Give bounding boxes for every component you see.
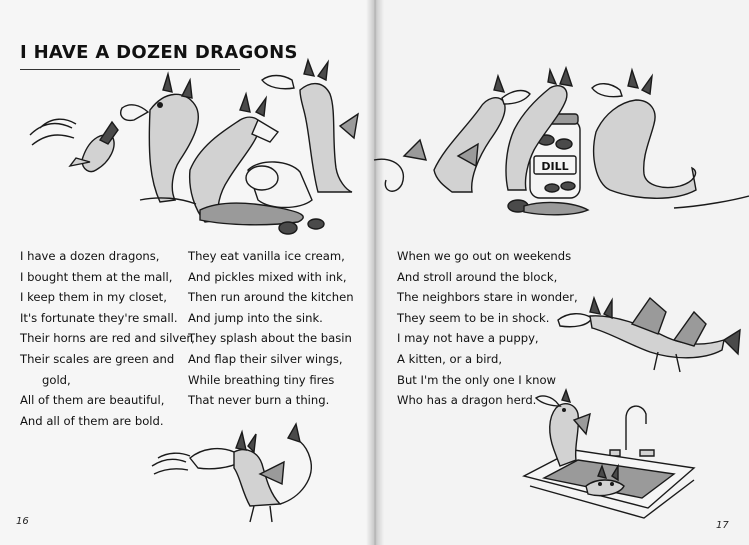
stanza-three-line-5: I may not have a puppy, <box>397 331 539 346</box>
stanza-two-line-3: Then run around the kitchen <box>188 290 354 305</box>
stanza-one-line-5: Their horns are red and silver, <box>20 331 195 346</box>
page-number-left: 16 <box>16 516 29 527</box>
stanza-one-line-2: I bought them at the mall, <box>20 269 173 284</box>
stanza-one-line-3: I keep them in my closet, <box>20 290 167 305</box>
stanza-two-line-4: And jump into the sink. <box>188 310 323 325</box>
stanza-one-line-8: All of them are beautiful, <box>20 393 165 408</box>
left-page <box>0 0 374 545</box>
stanza-one <box>20 246 195 431</box>
jar-label: DILL <box>541 160 569 173</box>
stanza-three-line-3: The neighbors stare in wonder, <box>397 290 578 305</box>
poem-title: I HAVE A DOZEN DRAGONS <box>20 42 298 63</box>
stanza-one-line-9: And all of them are bold. <box>20 413 164 428</box>
stanza-two-line-2: And pickles mixed with ink, <box>188 269 347 284</box>
right-page <box>374 0 749 545</box>
flying-dragon-icon <box>554 290 744 380</box>
stanza-two-line-6: And flap their silver wings, <box>188 351 343 366</box>
dragons-with-pickle-jar-icon <box>374 60 749 235</box>
stanza-three-line-1: When we go out on weekends <box>397 249 572 263</box>
stanza-two-line-8: That never burn a thing. <box>188 393 330 408</box>
stanza-two <box>188 246 354 411</box>
fire-breathing-dragon-icon <box>150 418 350 528</box>
stanza-two-line-1: They eat vanilla ice cream, <box>188 249 345 263</box>
stanza-three-line-4: They seem to be in shock. <box>397 310 550 325</box>
stanza-three-line-2: And stroll around the block, <box>397 269 558 284</box>
dragons-in-sink-icon <box>514 390 704 530</box>
stanza-three-line-8: Who has a dragon herd. <box>397 393 537 408</box>
page-number-right: 17 <box>716 520 729 531</box>
stanza-one-line-1: I have a dozen dragons, <box>20 249 160 263</box>
stanza-one-line-4: It's fortunate they're small. <box>20 310 178 325</box>
stanza-one-line-6: Their scales are green and <box>20 351 175 366</box>
stanza-three-line-7: But I'm the only one I know <box>397 372 557 387</box>
stanza-three <box>397 246 578 411</box>
stanza-two-line-5: They splash about the basin <box>188 331 352 346</box>
stanza-one-line-7: gold, <box>42 372 71 387</box>
stanza-two-line-7: While breathing tiny fires <box>188 372 335 387</box>
dragons-and-spilled-ink-icon <box>0 50 374 250</box>
book-gutter <box>366 0 384 545</box>
stanza-three-line-6: A kitten, or a bird, <box>397 351 503 366</box>
